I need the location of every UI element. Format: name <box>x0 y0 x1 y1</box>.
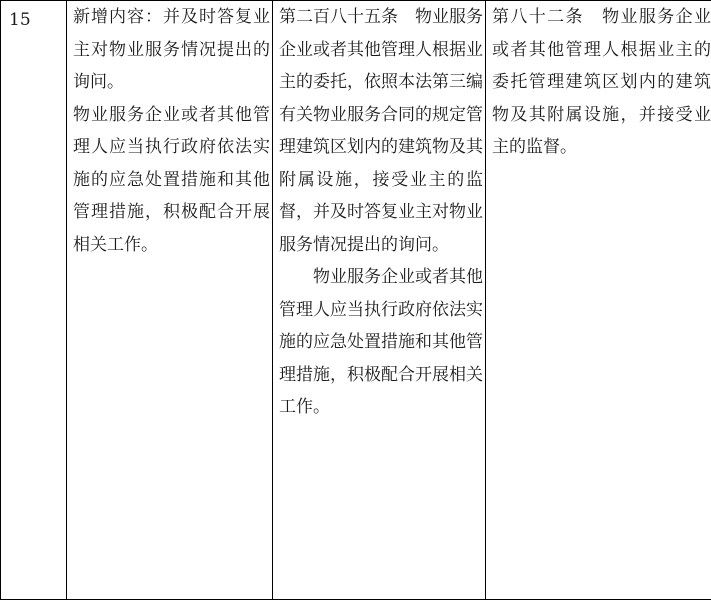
civil-code-paragraph-1: 第二百八十五条 物业服务企业或者其他管理人根据业主的委托，依照本法第三编有关物业服务合同的规定管理建筑区划内的建筑物及其附属设施，接受业主的监督，并及时答复业主对物业服务情况提出的询问。 <box>279 1 483 261</box>
old-law-cell <box>486 1 711 600</box>
table-row <box>1 1 711 600</box>
new-content-paragraph-2: 物业服务企业或者其他管理人应当执行政府依法实施的应急处置措施和其他管理措施，积极配合开展相关工作。 <box>73 99 270 262</box>
new-content-cell <box>67 1 273 600</box>
row-number-cell <box>1 1 67 600</box>
old-law-paragraph-1: 第八十二条 物业服务企业或者其他管理人根据业主的委托管理建筑区划内的建筑物及其附属设施，并接受业主的监督。 <box>492 1 711 164</box>
civil-code-paragraph-2: 物业服务企业或者其他管理人应当执行政府依法实施的应急处置措施和其他管理措施，积极配合开展相关工作。 <box>279 261 483 424</box>
row-number: 15 <box>1 1 66 30</box>
new-content-paragraph-1: 新增内容：并及时答复业主对物业服务情况提出的询问。 <box>73 1 270 99</box>
civil-code-cell <box>273 1 486 600</box>
